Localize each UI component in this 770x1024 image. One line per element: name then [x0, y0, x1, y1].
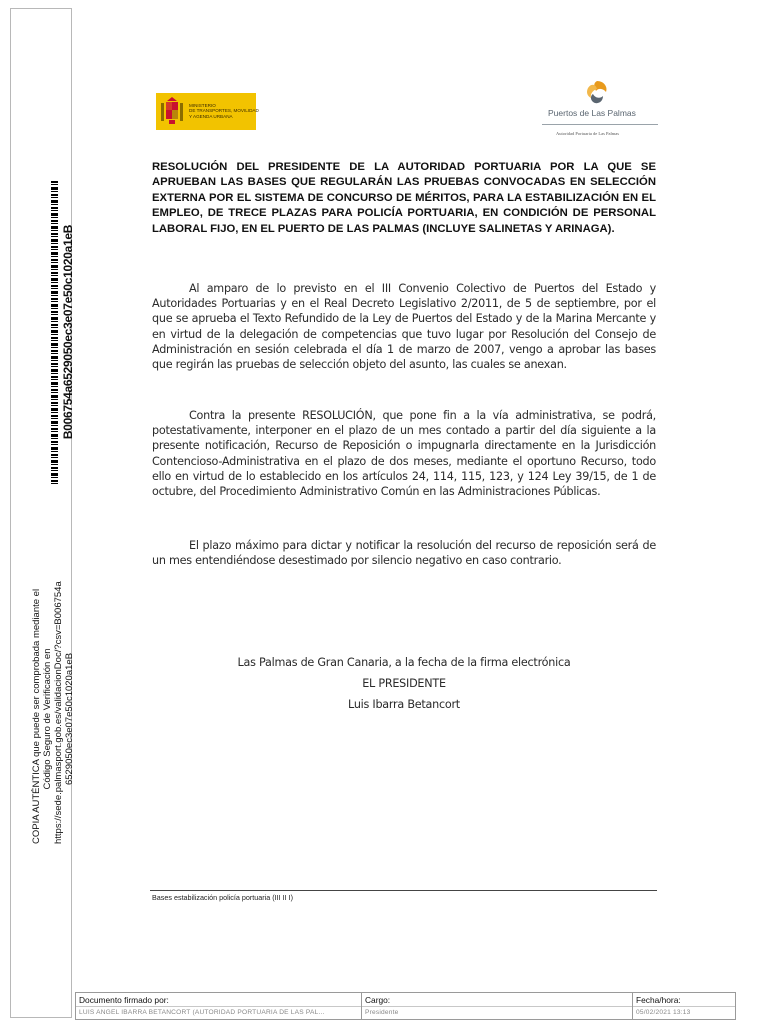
port-authority-logo [540, 78, 660, 140]
verification-line-2: Código Seguro de Verificación en [42, 648, 53, 790]
brand-name: Puertos de Las Palmas [548, 108, 636, 118]
sign-role: EL PRESIDENTE [362, 677, 446, 690]
verification-notice [31, 581, 75, 844]
date-label: Fecha/hora: [636, 995, 681, 1005]
spain-crest-icon [160, 96, 184, 127]
ministry-name [189, 103, 259, 119]
sign-place-date: Las Palmas de Gran Canaria, a la fecha de la firma electrónica [237, 656, 571, 669]
paragraph-appeal: Contra la presente RESOLUCIÓN, que pone fin a la vía administrativa, se podrá, potestativamente, interponer en el plazo de un mes contado a partir del día siguiente a la presente notificación, Recurso de Reposición o impugnarla directamente en la Jurisdicción Contencioso-Administrativa en el plazo de dos meses, mediante el oportuno Recurso, todo ello en virtud de lo establecido en los artículos 24, 114, 115, 123, y 124 Ley 39/15, de 1 de octubre, del Procedimiento Administrativo Común en las Administraciones Públicas. [152, 409, 656, 499]
port-swirl-icon [584, 79, 610, 105]
paragraph-approval: Al amparo de lo previsto en el III Convenio Colectivo de Puertos del Estado y Autoridades Portuarias y en el Real Decreto Legislativo 2/2011, de 5 de septiembre, por el que se aprueba el Texto Refundido de la Ley de Puertos del Estado y de la Marina Mercante y en virtud de la delegación de competencias que tuvo lugar por Resolución del Consejo de Administración en sesión celebrada el día 1 de marzo de 2007, vengo a aprobar las bases que regirán las pruebas de selección objeto del asunto, las cuales se anexan. [152, 282, 656, 372]
signed-by-cell [76, 993, 361, 1019]
ministry-logo [156, 93, 259, 130]
barcode [51, 181, 58, 486]
verification-strip [10, 8, 75, 1018]
brand-subtitle: Autoridad Portuaria de Las Palmas [556, 131, 619, 136]
footer-note: Bases estabilización policía portuaria (III II I) [152, 893, 294, 902]
barcode-id: B006754a6529050ec3e07e50c1020a1eB [61, 224, 75, 440]
date-value: 05/02/2021 13:13 [636, 1009, 691, 1016]
footer-rule [150, 890, 657, 891]
brand-rule [542, 124, 658, 125]
verification-url[interactable]: https://sede.palmasport.gob.es/validacionDoc/?csv=B006754a [53, 581, 64, 844]
date-cell [632, 993, 735, 1019]
signed-by-label: Documento firmado por: [79, 995, 169, 1005]
paragraph-deadline: El plazo máximo para dictar y notificar la resolución del recurso de reposición será de un mes entendiéndose desestimado por silencio negativo en caso contrario. [152, 539, 656, 568]
ministry-line-1: MINISTERIO [189, 103, 216, 108]
signed-by-value: LUIS ANGEL IBARRA BETANCORT (AUTORIDAD PORTUARIA DE LAS PAL... [79, 1009, 325, 1016]
verification-line-4: 6529050ec3e07e50c1020a1eB [64, 652, 75, 786]
position-label: Cargo: [365, 995, 391, 1005]
ministry-line-2: DE TRANSPORTES, MOVILIDAD [189, 108, 259, 114]
position-cell [361, 993, 632, 1019]
document-title: RESOLUCIÓN DEL PRESIDENTE DE LA AUTORIDAD PORTUARIA POR LA QUE SE APRUEBAN LAS BASES QUE REGULARÁN LAS PRUEBAS CONVOCADAS EN SELECCIÓN EXTERNA POR EL SISTEMA DE CONCURSO DE MÉRITOS, PARA LA ESTABILIZACIÓN EN EL EMPLEO, DE TRECE PLAZAS PARA POLICÍA PORTUARIA, EN CONDICIÓN DE PERSONAL LABORAL FIJO, EN EL PUERTO DE LAS PALMAS (INCLUYE SALINETAS Y ARINAGA). [152, 161, 656, 235]
verification-line-1: COPIA AUTÉNTICA que puede ser comprobada mediante el [31, 588, 42, 844]
signature-table [75, 992, 736, 1020]
position-value: Presidente [365, 1009, 399, 1016]
sign-name: Luis Ibarra Betancort [348, 698, 460, 711]
ministry-line-3: Y AGENDA URBANA [189, 113, 233, 119]
